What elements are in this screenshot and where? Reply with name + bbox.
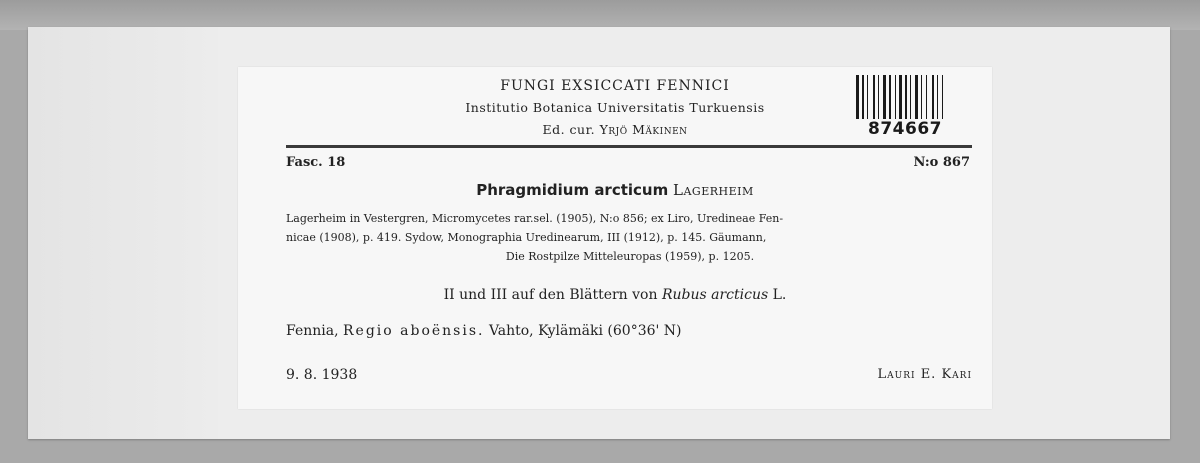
fascicle-number: Fasc. 18 [286, 155, 346, 170]
host-line [238, 287, 992, 303]
reference-line-1: Lagerheim in Vestergren, Micromycetes rar.sel. (1905), N:o 856; ex Liro, Uredineae Fen- [286, 212, 784, 225]
barcode [856, 75, 964, 119]
sheet-shading [28, 27, 218, 439]
taxon-author: Lagerheim [673, 181, 754, 199]
reference-line-3: Die Rostpilze Mitteleuropas (1959), p. 1205. [505, 250, 755, 263]
institution-line: Institutio Botanica Universitatis Turkuensis [465, 100, 765, 115]
taxon-binomial: Phragmidium arcticum [476, 181, 669, 199]
collection-date: 9. 8. 1938 [286, 367, 358, 383]
collector-name: Lauri E. Kari [877, 367, 972, 382]
reference-line-2: nicae (1908), p. 419. Sydow, Monographia Uredinearum, III (1912), p. 145. Gäumann, [286, 231, 767, 244]
editor-name: Yrjö Mäkinen [599, 122, 688, 137]
herbarium-sheet [28, 27, 1170, 439]
background-top [0, 0, 1200, 30]
locality-place: Vahto, Kylämäki (60°36' N) [488, 323, 682, 339]
locality-line [286, 323, 682, 339]
barcode-number: 874667 [868, 119, 942, 139]
locality-country: Fennia, [286, 323, 339, 339]
specimen-label [238, 67, 992, 409]
taxon-name [238, 181, 992, 199]
host-prefix: II und III auf den Blättern von [443, 287, 658, 303]
host-species: Rubus arcticus [661, 287, 769, 303]
specimen-number: N:o 867 [913, 155, 970, 170]
header-rule [286, 145, 972, 148]
series-title: FUNGI EXSICCATI FENNICI [500, 78, 730, 94]
locality-region: Regio aboënsis. [343, 323, 485, 339]
editor-prefix: Ed. cur. [542, 122, 596, 137]
host-author: L. [772, 287, 787, 303]
literature-references [286, 209, 974, 266]
